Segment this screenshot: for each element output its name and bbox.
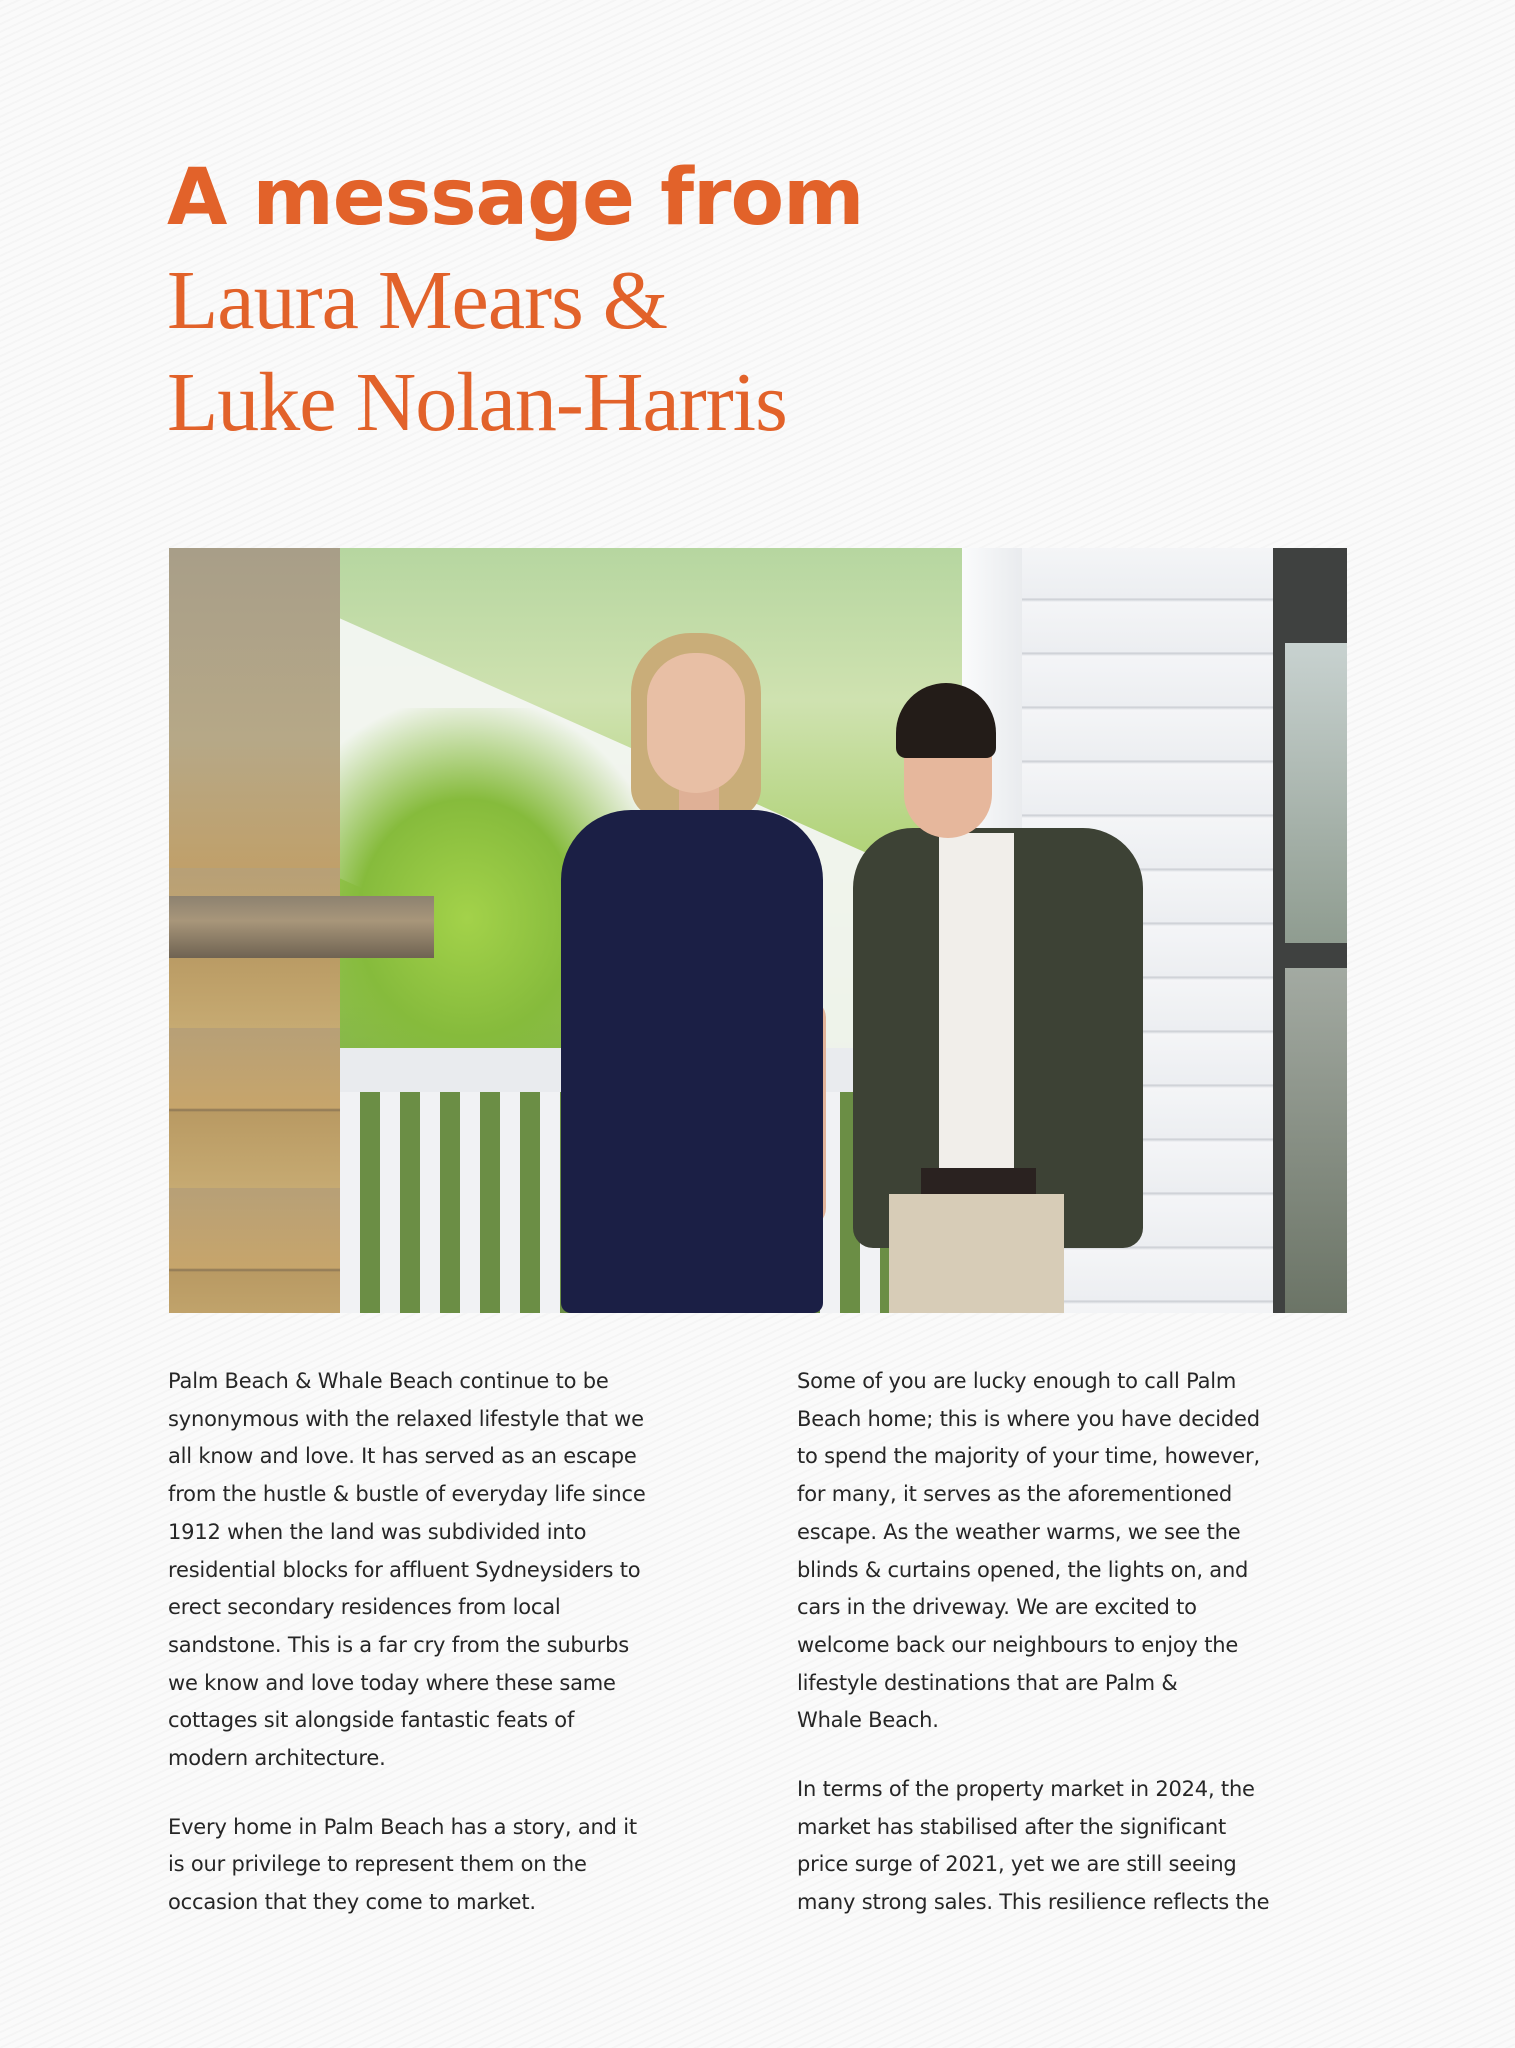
text-line: to spend the majority of your time, however, [797, 1444, 1260, 1469]
text-line: modern architecture. [168, 1746, 386, 1771]
text-line: synonymous with the relaxed lifestyle that we [168, 1406, 644, 1431]
text-line: Palm Beach & Whale Beach continue to be [168, 1369, 609, 1393]
text-line: many strong sales. This resilience reflects the [797, 1890, 1270, 1915]
body-column-left [168, 1363, 728, 1953]
agents-photo [169, 548, 1347, 1313]
heading-line-2: Laura Mears & [167, 254, 668, 347]
photo-woman-navy-dress [561, 810, 823, 1313]
text-line: is our privilege to represent them on the [168, 1852, 587, 1877]
body-column-right [797, 1363, 1357, 1953]
text-line: all know and love. It has served as an escape [168, 1444, 637, 1469]
text-line: occasion that they come to market. [168, 1890, 536, 1915]
text-line: Whale Beach. [797, 1708, 939, 1733]
text-line: Every home in Palm Beach has a story, and it [168, 1814, 637, 1839]
text-line: cars in the driveway. We are excited to [797, 1595, 1197, 1620]
text-line: Some of you are lucky enough to call Palm [797, 1369, 1237, 1393]
text-line: 1912 when the land was subdivided into [168, 1519, 587, 1544]
text-line: market has stabilised after the significant [797, 1814, 1227, 1839]
text-line: lifestyle destinations that are Palm & [797, 1670, 1178, 1695]
photo-window-glass-lower [1285, 968, 1347, 1313]
text-line: escape. As the weather warms, we see the [797, 1519, 1241, 1544]
photo-man-belt [921, 1168, 1036, 1194]
photo-man-shirt [939, 833, 1014, 1173]
text-line: we know and love today where these same [168, 1670, 616, 1695]
text-line: blinds & curtains opened, the lights on, and [797, 1557, 1249, 1582]
paragraph [168, 1809, 728, 1922]
paragraph [797, 1771, 1357, 1922]
heading-line-1: A message from [167, 153, 864, 243]
text-line: In terms of the property market in 2024, the [797, 1777, 1255, 1802]
heading-line-3: Luke Nolan-Harris [167, 356, 787, 449]
paragraph [797, 1363, 1357, 1740]
text-line: welcome back our neighbours to enjoy the [797, 1632, 1239, 1657]
photo-stone-ledge [169, 896, 434, 958]
photo-window-glass-upper [1285, 643, 1347, 943]
photo-woman-face [647, 653, 745, 793]
text-line: for many, it serves as the aforementioned [797, 1482, 1232, 1507]
text-line: Beach home; this is where you have decided [797, 1406, 1260, 1431]
paragraph [168, 1363, 728, 1778]
photo-sandstone-upper [169, 548, 340, 868]
text-line: sandstone. This is a far cry from the suburbs [168, 1632, 629, 1657]
text-line: erect secondary residences from local [168, 1595, 561, 1620]
text-line: cottages sit alongside fantastic feats of [168, 1708, 575, 1733]
text-line: from the hustle & bustle of everyday life since [168, 1482, 646, 1507]
page-heading [167, 150, 863, 454]
text-line: price surge of 2021, yet we are still seeing [797, 1852, 1237, 1877]
text-line: residential blocks for affluent Sydneysiders to [168, 1557, 641, 1582]
photo-man-trousers [889, 1194, 1064, 1313]
